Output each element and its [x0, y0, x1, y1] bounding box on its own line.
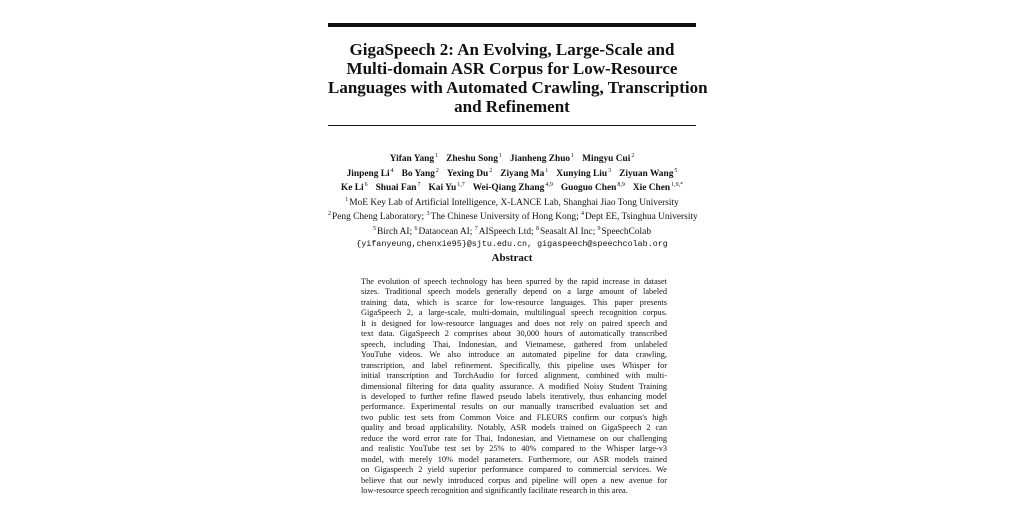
- author-list: [328, 151, 696, 195]
- author-name-text: Shuai Fan: [375, 183, 417, 194]
- title-line: Languages with Automated Crawling, Transcription: [328, 78, 708, 97]
- affiliation-marker: 1: [545, 167, 549, 174]
- abstract-line: It is designed for low-resource languages and does not rely on paired speech and: [361, 318, 667, 328]
- author-row: [328, 180, 696, 195]
- abstract-line: speech, including Thai, Indonesian, and Vietnamese, gathered from unlabeled: [361, 339, 667, 349]
- author-name: [619, 169, 677, 179]
- author-name-text: Mingyu Cui: [582, 154, 631, 164]
- author-name-text: Bo Yang: [401, 168, 435, 179]
- author-name: [561, 183, 625, 193]
- affiliation-text: The Chinese University of Hong Kong;: [430, 212, 582, 223]
- abstract-line: GigaSpeech 2, a large-scale, multi-domain, multilingual speech recognition corpus.: [361, 308, 667, 318]
- affiliation-text: AISpeech Ltd;: [478, 226, 536, 237]
- abstract-line: believe that our newly introduced corpus and pipeline will open a new avenue for: [361, 475, 667, 485]
- author-name: [341, 183, 368, 193]
- title-line: and Refinement: [454, 97, 570, 116]
- affiliation-marker: 3: [608, 167, 612, 174]
- affiliation-marker: 1: [435, 153, 439, 159]
- affiliation-list: [328, 195, 696, 239]
- affiliation-row: [328, 224, 696, 239]
- author-name: [633, 183, 683, 193]
- abstract-line: text data. GigaSpeech 2 comprises about 30,000 hours of automatically transcribed: [361, 329, 667, 339]
- affiliation-marker: 6: [364, 182, 368, 189]
- affiliation-text: MoE Key Lab of Artificial Intelligence, X-LANCE Lab, Shanghai Jiao Tong University: [349, 197, 679, 208]
- author-name: [376, 183, 421, 193]
- abstract-line: initial transcription and TorchAudio for forced alignment, combined with multi-: [361, 371, 667, 381]
- affiliation-marker: 8,9: [617, 182, 625, 189]
- author-name-text: Jianheng Zhuo: [509, 154, 571, 164]
- affiliation-marker: 1: [571, 153, 575, 159]
- author-name: [446, 154, 502, 164]
- abstract-heading: Abstract: [491, 252, 533, 264]
- author-name-text: Ke Li: [340, 183, 364, 194]
- author-row: [328, 151, 696, 166]
- author-name-text: Yifan Yang: [389, 154, 435, 164]
- affiliation-number: 2: [328, 211, 331, 218]
- author-name: [402, 169, 439, 179]
- abstract-line: on Gigaspeech 2 yield superior performance compared to commercial services. We: [361, 465, 667, 475]
- author-name-text: Wei-Qiang Zhang: [472, 183, 545, 194]
- affiliation-marker: 1: [498, 153, 502, 159]
- affiliation-marker: 2: [435, 167, 439, 174]
- author-name: [556, 169, 611, 179]
- abstract-line: low-resource speech recognition and significantly facilitate research in this area.: [361, 486, 628, 496]
- author-name-text: Yexing Du: [446, 168, 489, 179]
- author-name: [510, 154, 574, 164]
- author-name-text: Ziyuan Wang: [619, 168, 674, 179]
- author-name: [447, 169, 492, 179]
- affiliation-row: [328, 209, 696, 224]
- abstract-line: sizes. Traditional speech models generally depend on a large amount of labeled: [361, 287, 667, 297]
- author-name: [428, 183, 464, 193]
- author-name: [500, 169, 548, 179]
- author-name: [390, 154, 438, 164]
- author-name-text: Kai Yu: [428, 183, 457, 194]
- affiliation-number: 8: [536, 225, 539, 232]
- author-name: [473, 183, 553, 193]
- affiliation-marker: 1,9,*: [671, 182, 684, 189]
- title-bottom-rule: [328, 125, 696, 126]
- affiliation-marker: 2: [631, 153, 635, 159]
- affiliation-number: 3: [426, 211, 430, 218]
- affiliation-number: 4: [581, 211, 585, 218]
- affiliation-number: 1: [345, 196, 349, 203]
- affiliation-text: Dept EE, Tsinghua University: [585, 212, 698, 223]
- affiliation-number: 7: [474, 225, 478, 232]
- affiliation-text: Peng Cheng Laboratory;: [332, 212, 427, 223]
- author-name-text: Xunying Liu: [556, 168, 608, 179]
- affiliation-marker: 7: [417, 182, 421, 189]
- abstract-line: model, with merely 10% model parameters. Furthermore, our ASR models trained: [361, 454, 667, 464]
- abstract-line: and realistic YouTube test set by 25% to 40% compared to the Whisper large-v3: [361, 444, 667, 454]
- abstract-line: dimensional filtering for data quality assurance. A modified Noisy Student Training: [361, 381, 667, 391]
- affiliation-text: Dataocean AI;: [418, 226, 475, 237]
- abstract-line: is developed to further refine flawed pseudo labels iteratively, thus enhancing model: [361, 391, 667, 401]
- author-name-text: Zheshu Song: [446, 154, 498, 164]
- affiliation-marker: 5: [674, 167, 678, 174]
- affiliation-marker: 4: [390, 167, 394, 174]
- title-line: Multi-domain ASR Corpus for Low-Resource: [346, 59, 678, 78]
- top-rule: [328, 23, 696, 27]
- abstract-line: The evolution of speech technology has been spurred by the rapid increase in dataset: [361, 277, 667, 286]
- affiliation-number: 9: [597, 225, 601, 232]
- affiliation-text: Birch AI;: [376, 226, 415, 237]
- affiliation-number: 6: [414, 225, 418, 232]
- affiliation-number: 5: [372, 225, 376, 232]
- author-name-text: Guoguo Chen: [560, 183, 617, 194]
- affiliation-text: SpeechColab: [601, 226, 652, 237]
- abstract-line: two public test sets from Common Voice and FLEURS confirm our corpus's high: [361, 412, 667, 422]
- author-row: [328, 166, 696, 181]
- contact-email[interactable]: {yifanyeung,chenxie95}@sjtu.edu.cn, gigaspeech@speechcolab.org: [356, 238, 668, 249]
- title-line: GigaSpeech 2: An Evolving, Large-Scale and: [349, 40, 675, 59]
- author-name-text: Jinpeng Li: [346, 168, 390, 179]
- affiliation-marker: 1,7: [457, 182, 465, 189]
- abstract-line: transcription, and label refinement. Specifically, this pipeline uses Whisper for: [361, 360, 667, 370]
- affiliation-row: [328, 195, 696, 210]
- author-name: [582, 154, 634, 164]
- abstract-line: performance. Experimental results on our manually transcribed evaluation set and: [361, 402, 667, 412]
- author-name-text: Xie Chen: [632, 183, 671, 194]
- affiliation-marker: 4,9: [545, 182, 553, 189]
- abstract-line: training data, which is scarce for low-resource languages. This paper presents: [361, 297, 667, 307]
- author-block: [328, 151, 696, 250]
- abstract-body: [361, 277, 667, 497]
- abstract-line: quality and broad applicability. Notably, ASR models trained on GigaSpeech 2 can: [361, 423, 667, 433]
- author-name: [347, 169, 394, 179]
- abstract-line: YouTube videos. We also introduce an automated pipeline for data crawling,: [361, 350, 667, 360]
- affiliation-marker: 2: [489, 167, 493, 174]
- abstract-line: reduce the word error rate for Thai, Indonesian, and Vietnamese on our challenging: [361, 433, 667, 443]
- affiliation-text: Seasalt AI Inc;: [540, 226, 598, 237]
- paper-title: [328, 40, 708, 116]
- author-name-text: Ziyang Ma: [500, 168, 545, 179]
